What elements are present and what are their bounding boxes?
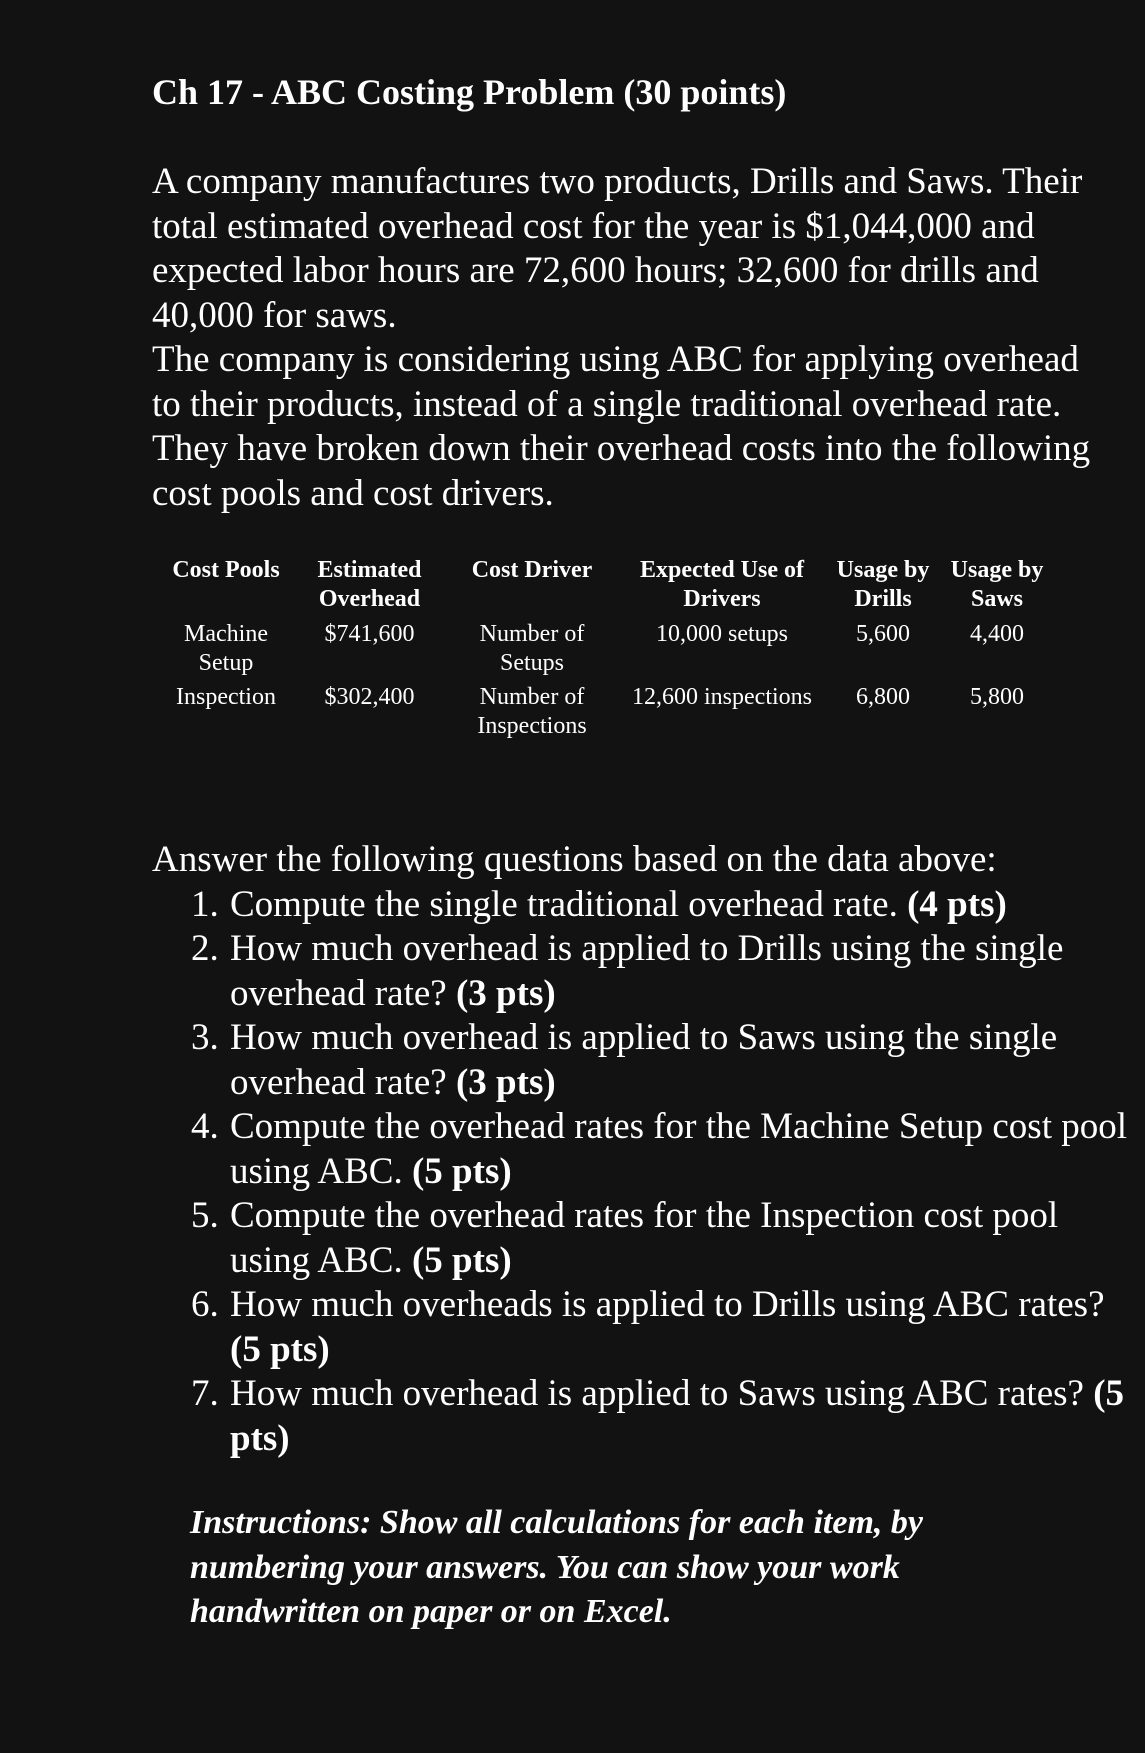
- header-cost-pools: Cost Pools: [172, 557, 280, 583]
- header-usage-saws: Usage by Saws: [950, 557, 1044, 612]
- question-item: 4. Compute the overhead rates for the Machine Setup cost pool using ABC. (5 pts): [228, 1105, 1142, 1194]
- cell-driver: Number of Setups: [479, 621, 585, 676]
- question-item: 6. How much overheads is applied to Drills using ABC rates? (5 pts): [228, 1283, 1142, 1372]
- questions-lead: Answer the following questions based on the data above:: [152, 839, 997, 880]
- question-item: 1. Compute the single traditional overhead rate. (4 pts): [228, 883, 1142, 928]
- cell-drills: 6,800: [856, 684, 910, 710]
- cell-saws: 4,400: [970, 621, 1024, 647]
- cell-saws: 5,800: [970, 684, 1024, 710]
- page-title: Ch 17 - ABC Costing Problem (30 points): [152, 72, 787, 112]
- header-expected-use: Expected Use of Drivers: [640, 557, 804, 612]
- table-row: [160, 620, 1055, 683]
- header-cost-driver: Cost Driver: [471, 557, 593, 583]
- question-item: 7. How much overhead is applied to Saws using ABC rates? (5 pts): [228, 1372, 1142, 1461]
- cost-pools-table: [160, 556, 1055, 746]
- intro-text: [152, 160, 1132, 516]
- question-item: 3. How much overhead is applied to Saws using the single overhead rate? (3 pts): [228, 1016, 1142, 1105]
- cell-overhead: $741,600: [324, 621, 415, 647]
- table-header-row: [160, 556, 1055, 620]
- questions-section: [152, 838, 1142, 1461]
- questions-list: [152, 883, 1142, 1462]
- cell-overhead: $302,400: [324, 684, 415, 710]
- intro-paragraph-2: The company is considering using ABC for applying overhead to their products, instead of a single traditional overhead rate. They have broken down their overhead costs into the following cost pools and cost drivers.: [152, 339, 1091, 514]
- header-estimated-overhead: Estimated Overhead: [317, 557, 422, 612]
- header-usage-drills: Usage by Drills: [836, 557, 930, 612]
- cell-pool: Inspection: [176, 684, 276, 710]
- table-row: [160, 683, 1055, 746]
- cell-drills: 5,600: [856, 621, 910, 647]
- cell-expected: 12,600 inspections: [632, 684, 812, 710]
- intro-paragraph-1: A company manufactures two products, Drills and Saws. Their total estimated overhead cost for the year is $1,044,000 and expected labor hours are 72,600 hours; 32,600 for drills and 40,000 for saws.: [152, 161, 1083, 336]
- instructions-text: Instructions: Show all calculations for each item, by numbering your answers. You can show your work handwritten on paper or on Excel.: [190, 1504, 923, 1630]
- cell-expected: 10,000 setups: [656, 621, 788, 647]
- question-item: 5. Compute the overhead rates for the Inspection cost pool using ABC. (5 pts): [228, 1194, 1142, 1283]
- cell-pool: Machine Setup: [184, 621, 268, 676]
- question-item: 2. How much overhead is applied to Drills using the single overhead rate? (3 pts): [228, 927, 1142, 1016]
- cell-driver: Number of Inspections: [477, 684, 587, 739]
